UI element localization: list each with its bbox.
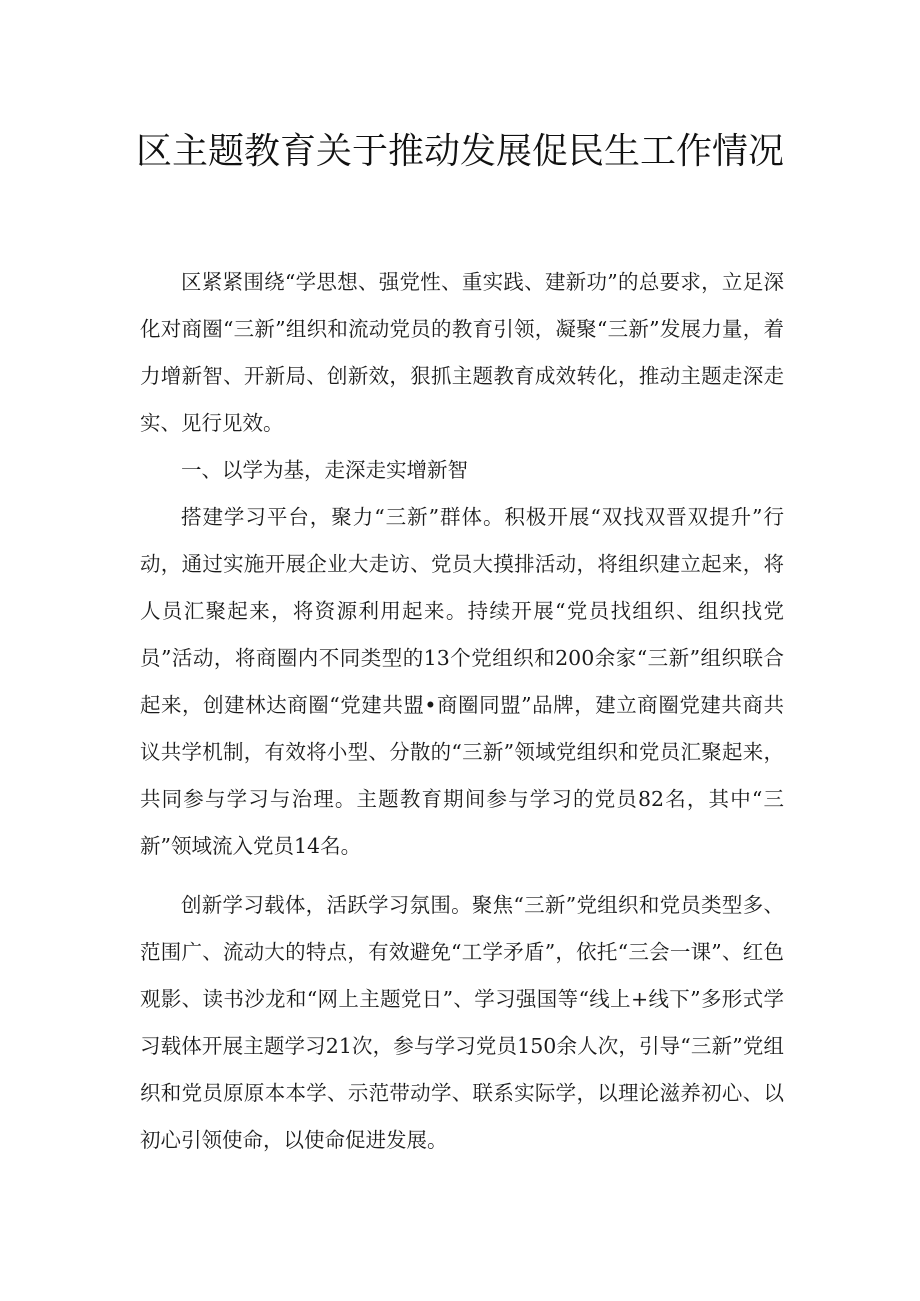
document-title: 区主题教育关于推动发展促民生工作情况 (135, 131, 784, 172)
section-heading: 一、以学为基，走深走实增新智 (181, 458, 468, 482)
body-paragraph: 搭建学习平台，聚力“三新”群体。积极开展“双找双晋双提升”行动，通过实施开展企业大走访、党员大摸排活动，将组织建立起来，将人员汇聚起来，将资源利用起来。持续开展“党员找组织、组织找党员”活动，将商圈内不同类型的13个党组织和200余家“三新”组织联合起来，创建林达商圈“党建共盟•商圈同盟”品牌，建立商圈党建共商共议共学机制，有效将小型、分散的“三新”领域党组织和党员汇聚起来，共同参与学习与治理。主题教育期间参与学习的党员82名，其中“三新”领域流入党员14名。 (140, 505, 784, 858)
intro-paragraph: 区紧紧围绕“学思想、强党性、重实践、建新功”的总要求，立足深化对商圈“三新”组织和流动党员的教育引领，凝聚“三新”发展力量，着力增新智、开新局、创新效，狠抓主题教育成效转化，推动主题走深走实、见行见效。 (140, 270, 784, 435)
body-paragraph: 创新学习载体，活跃学习氛围。聚焦“三新”党组织和党员类型多、范围广、流动大的特点，有效避免“工学矛盾”，依托“三会一课”、红色观影、读书沙龙和“网上主题党日”、学习强国等“线上+线下”多形式学习载体开展主题学习21次，参与学习党员150余人次，引导“三新”党组织和党员原原本本学、示范带动学、联系实际学，以理论滋养初心、以初心引领使命，以使命促进发展。 (140, 893, 784, 1152)
